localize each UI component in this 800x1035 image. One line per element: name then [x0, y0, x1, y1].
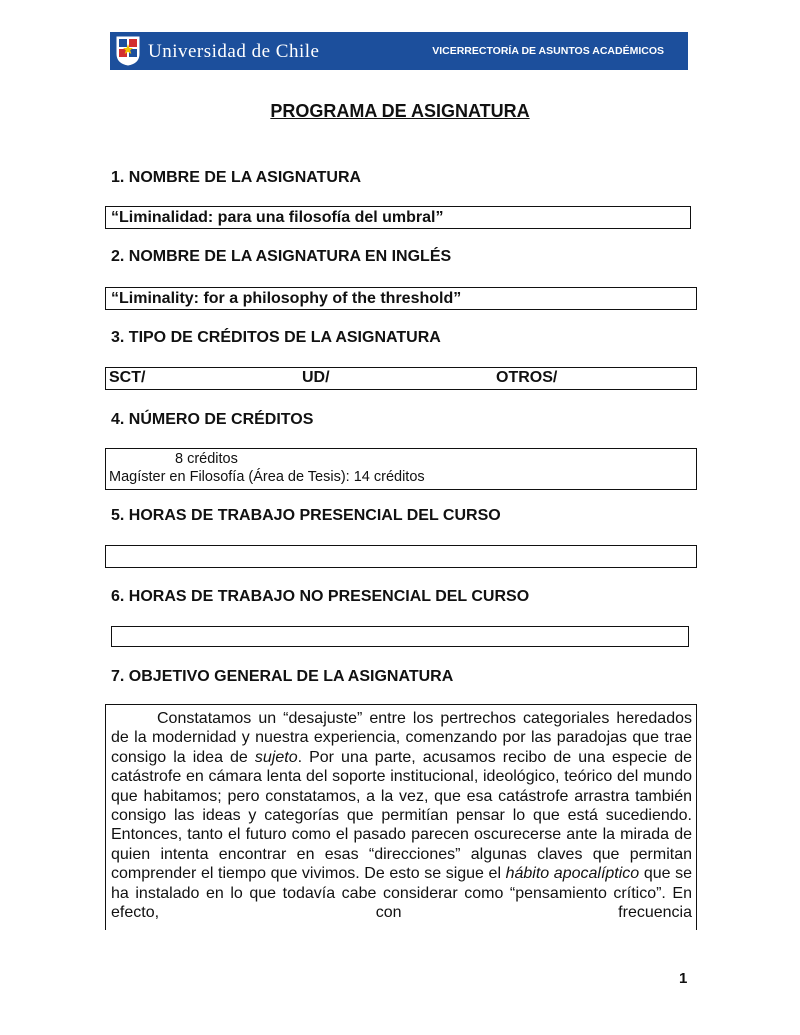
section-7-heading: 7. OBJETIVO GENERAL DE LA ASIGNATURA [111, 668, 454, 685]
credit-type-ud: UD/ [302, 369, 330, 386]
course-name-value: “Liminalidad: para una filosofía del umbral” [111, 209, 444, 226]
remote-hours-box [111, 626, 689, 647]
credits-main: 8 créditos [175, 451, 238, 467]
in-person-hours-box [105, 545, 697, 568]
general-objective-text: Constatamos un “desajuste” entre los pertrechos categoriales heredados de la modernidad y nuestra experiencia, comenzando por las paradojas que trae consigo la idea de sujeto. Por una parte, acusamos recibo de una especie de catástrofe en cámara lenta del soporte institucional, ideológico, teórico del mundo que habitamos; pero constatamos, a la vez, que esa catástrofe arrastra también consigo las ideas y categorías que permitían pensar lo que está sucediendo. Entonces, tanto el futuro como el pasado parecen oscurecerse ante la mirada de quien intenta encontrar en esas “direcciones” algunas claves que permitan comprender el tiempo que vivimos. De esto se sigue el hábito apocalíptico que se ha instalado en lo que todavía cabe considerar como “pensamiento crítico”. En efecto, con frecuencia [111, 710, 693, 922]
section-4-heading: 4. NÚMERO DE CRÉDITOS [111, 411, 314, 428]
remote-hours-value [112, 627, 688, 629]
credit-type-otros: OTROS/ [496, 369, 558, 386]
section-5-heading: 5. HORAS DE TRABAJO PRESENCIAL DEL CURSO [111, 507, 501, 524]
section-6-heading: 6. HORAS DE TRABAJO NO PRESENCIAL DEL CURSO [111, 588, 530, 605]
course-name-english-value: “Liminality: for a philosophy of the threshold” [111, 290, 462, 307]
credit-type-box [105, 367, 697, 390]
page-number: 1 [679, 970, 688, 987]
page-title: PROGRAMA DE ASIGNATURA [270, 101, 530, 121]
university-name: Universidad de Chile [148, 41, 320, 62]
section-1-heading: 1. NOMBRE DE LA ASIGNATURA [111, 169, 362, 186]
in-person-hours-value [106, 546, 696, 548]
credits-magister: Magíster en Filosofía (Área de Tesis): 14 créditos [109, 469, 425, 485]
course-name-box [105, 206, 691, 229]
general-objective-box [105, 704, 697, 930]
credit-type-sct: SCT/ [109, 369, 146, 386]
section-3-heading: 3. TIPO DE CRÉDITOS DE LA ASIGNATURA [111, 329, 441, 346]
office-name: VICERRECTORÍA DE ASUNTOS ACADÉMICOS [432, 45, 664, 57]
course-name-english-box [105, 287, 697, 310]
credits-number-box [105, 448, 697, 490]
section-2-heading: 2. NOMBRE DE LA ASIGNATURA EN INGLÉS [111, 248, 452, 265]
university-crest-icon [116, 36, 140, 66]
university-banner [110, 32, 688, 70]
